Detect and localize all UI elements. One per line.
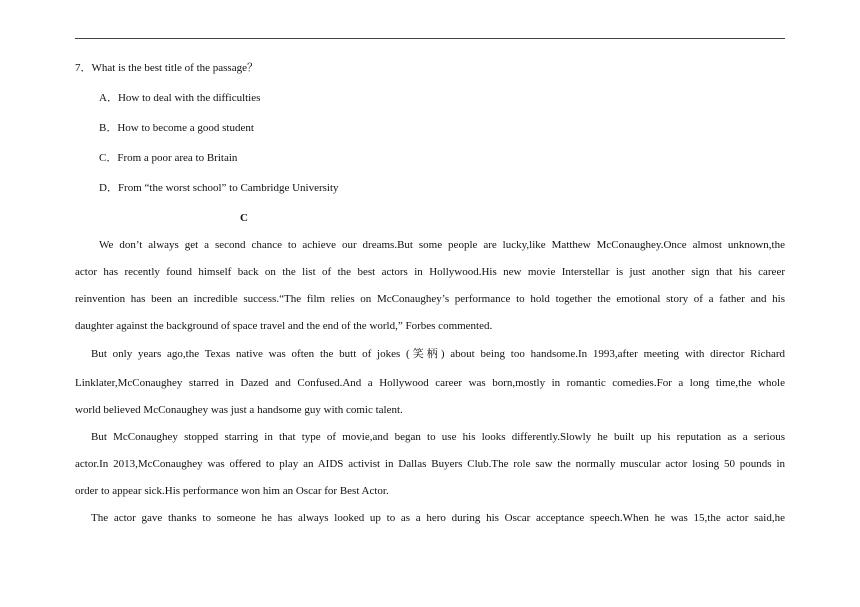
option-c: C．From a poor area to Britain <box>99 152 238 164</box>
passage-line: Linklater,McConaughey starred in Dazed and Confused.And a Hollywood career was born,mostly in romantic comedies.For a long time,the whole <box>75 377 785 389</box>
passage-line: daughter against the background of space travel and the end of the world,” Forbes commented. <box>75 320 493 332</box>
passage-line: actor.In 2013,McConaughey was offered to play an AIDS activist in Dallas Buyers Club.The role saw the normally muscular actor losing 50 pounds in <box>75 458 785 470</box>
passage-line: But McConaughey stopped starring in that type of movie,and began to use his looks differently.Slowly he built up his reputation as a serious <box>91 431 785 443</box>
passage-line: order to appear sick.His performance won him an Oscar for Best Actor. <box>75 485 389 497</box>
passage-line: The actor gave thanks to someone he has always looked up to as a hero during his Oscar acceptance speech.When he was 15,the actor said,he <box>91 512 785 524</box>
option-b: B．How to become a good student <box>99 122 254 134</box>
option-a: A．How to deal with the difficulties <box>99 92 261 104</box>
header-rule <box>75 38 785 39</box>
passage-line: actor has recently found himself back on the list of the best actors in Hollywood.His new movie Interstellar is just another sign that his career <box>75 266 785 278</box>
question-7-stem: 7．What is the best title of the passage？ <box>75 62 258 74</box>
section-label: C <box>240 212 248 224</box>
passage-line: world believed McConaughey was just a handsome guy with comic talent. <box>75 404 403 416</box>
passage-line: We don’t always get a second chance to achieve our dreams.But some people are lucky,like Matthew McConaughey.Once almost unknown,the <box>99 239 785 251</box>
passage-line: reinvention has been an incredible success.“The film relies on McConaughey’s performance to hold together the emotional story of a father and his <box>75 293 785 305</box>
passage-line: But only years ago,the Texas native was often the butt of jokes (笑柄) about being too handsome.In 1993,after meeting with director Richard <box>91 348 785 360</box>
option-d: D．From “the worst school” to Cambridge University <box>99 182 339 194</box>
